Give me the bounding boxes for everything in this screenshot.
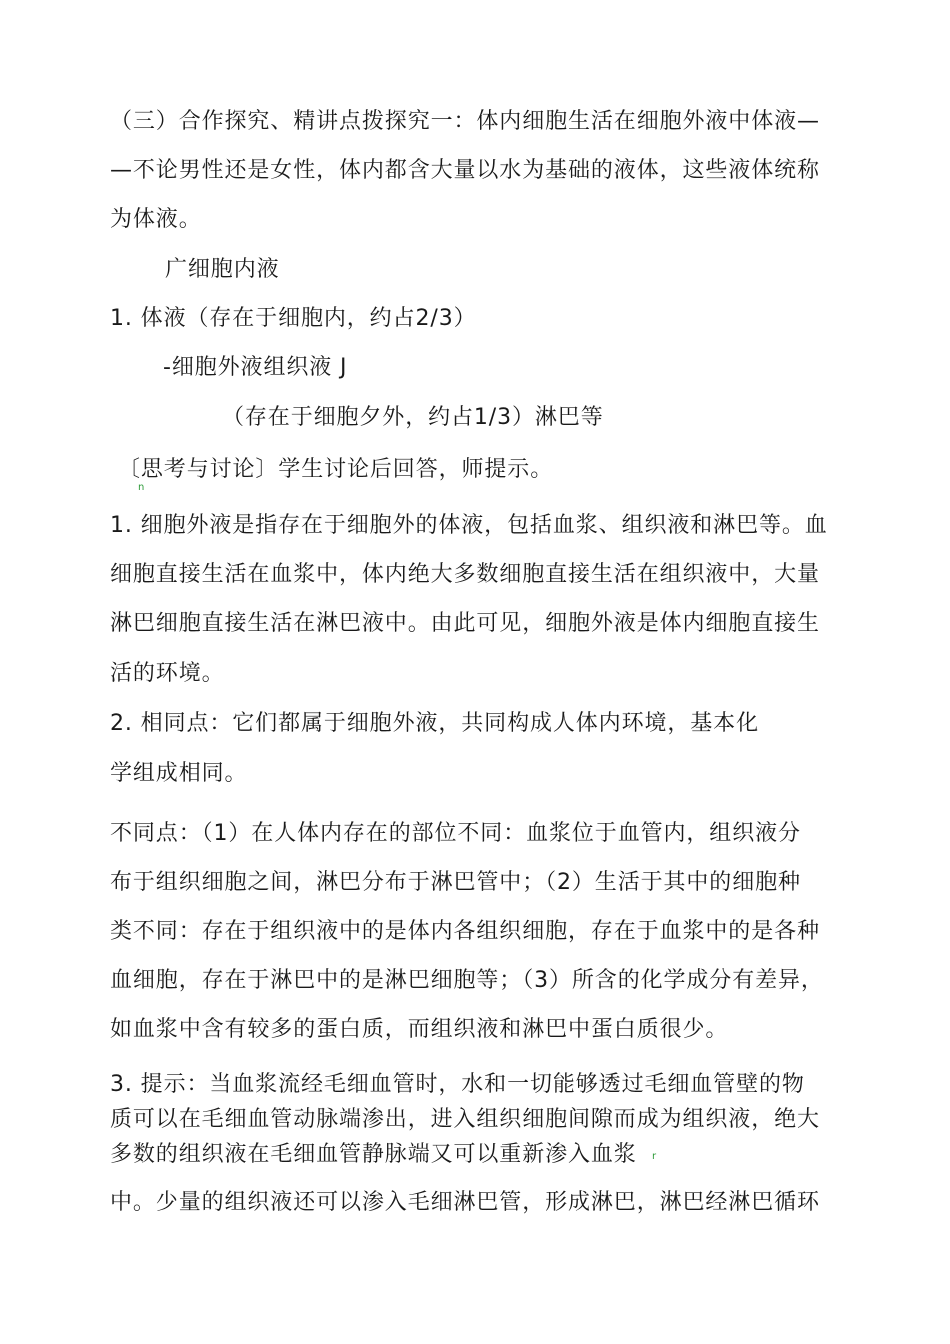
text-line-15: 不同点：（1）在人体内存在的部位不同：血浆位于血管内，组织液分 xyxy=(110,821,801,846)
text-line-21: 质可以在毛细血管动脉端渗出，进入组织细胞间隙而成为组织液，绝大 xyxy=(110,1107,820,1132)
green-mark: n xyxy=(138,482,145,493)
text-line-11: 淋巴细胞直接生活在淋巴液中。由此可见，细胞外液是体内细胞直接生 xyxy=(110,611,820,636)
text-line-9: 1. 细胞外液是指存在于细胞外的体液，包括血浆、组织液和淋巴等。血 xyxy=(110,513,828,538)
text-line-6: -细胞外液组织液 J xyxy=(163,355,348,380)
text-line-1: （三）合作探究、精讲点拨探究一：体内细胞生活在细胞外液中体液— xyxy=(110,109,820,134)
text-line-14: 学组成相同。 xyxy=(110,761,248,786)
text-line-18: 血细胞，存在于淋巴中的是淋巴细胞等；（3）所含的化学成分有差异， xyxy=(110,968,824,993)
text-line-22: 多数的组织液在毛细血管静脉端又可以重新渗入血浆 xyxy=(110,1142,637,1167)
text-line-23: 中。少量的组织液还可以渗入毛细淋巴管，形成淋巴，淋巴经淋巴循环 xyxy=(110,1190,820,1215)
text-line-4: 广细胞内液 xyxy=(165,257,280,282)
text-line-5: 1. 体液（存在于细胞内，约占2/3） xyxy=(110,306,477,331)
text-line-20: 3. 提示：当血浆流经毛细血管时，水和一切能够透过毛细血管壁的物 xyxy=(110,1072,805,1097)
text-line-10: 细胞直接生活在血浆中，体内绝大多数细胞直接生活在组织液中，大量 xyxy=(110,562,820,587)
text-line-17: 类不同：存在于组织液中的是体内各组织细胞，存在于血浆中的是各种 xyxy=(110,919,820,944)
text-line-19: 如血浆中含有较多的蛋白质，而组织液和淋巴中蛋白质很少。 xyxy=(110,1017,729,1042)
text-line-13: 2. 相同点：它们都属于细胞外液，共同构成人体内环境，基本化 xyxy=(110,711,759,736)
text-line-12: 活的环境。 xyxy=(110,661,225,686)
text-line-7: （存在于细胞夕外，约占1/3）淋巴等 xyxy=(222,405,604,430)
text-line-3: 为体液。 xyxy=(110,207,202,232)
text-line-16: 布于组织细胞之间，淋巴分布于淋巴管中；（2）生活于其中的细胞种 xyxy=(110,870,801,895)
green-mark-2: r xyxy=(652,1151,657,1162)
text-line-2: —不论男性还是女性，体内都含大量以水为基础的液体，这些液体统称 xyxy=(110,158,820,183)
text-line-8: 〔思考与讨论〕学生讨论后回答，师提示。 xyxy=(118,457,554,482)
